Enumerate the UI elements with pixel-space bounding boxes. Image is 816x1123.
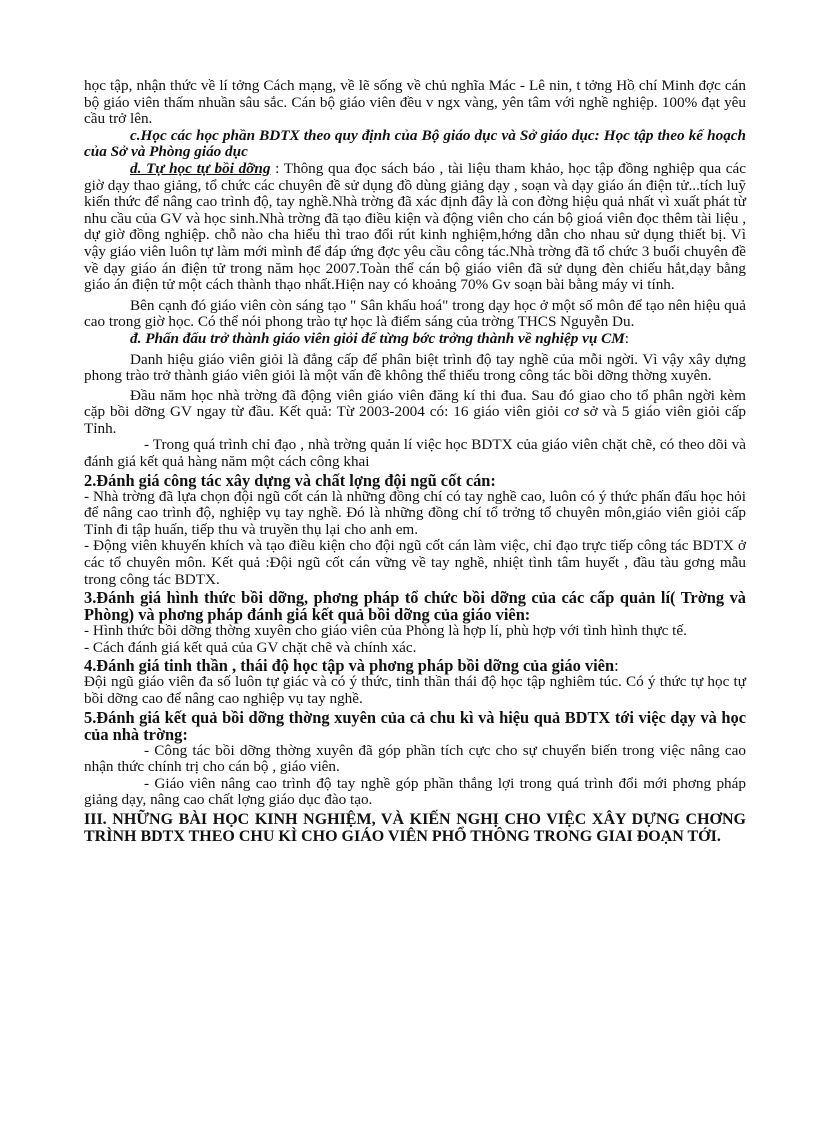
heading-d2-text: đ. Phấn đấu trở thành giáo viên giỏi để từng bớc trởng thành về nghiệp vụ CM <box>130 329 625 347</box>
paragraph-management: - Trong quá trình chỉ đạo , nhà trờng quản lí việc học BDTX của giáo viên chặt chẽ, có theo dõi và đánh giá kết quả hàng năm một cách công khai <box>84 436 746 471</box>
heading-section-4-colon: : <box>614 656 619 676</box>
paragraph-intro: học tập, nhận thức về lí tởng Cách mạng, về lẽ sống về chủ nghĩa Mác - Lê nin, t tởng Hồ chí Minh đợc cán bộ giáo viên thấm nhuần sâu sắc. Cán bộ giáo viên đều v ngx vàng, yên tâm với nghề nghiệp. 100% đạt yêu cầu trở lên. <box>84 77 746 128</box>
heading-c: c.Học các học phần BDTX theo quy định của Bộ giáo dục và Sở giáo dục: Học tập theo kế hoạch của Sở và Phòng giáo dục <box>84 126 746 161</box>
paragraph-good-teacher: Danh hiệu giáo viên giỏi là đẳng cấp để phân biệt trình độ tay nghề của mỗi ngời. Vì vậy xây dựng phong trào trở thành giáo viên giỏi là một vấn đề không thể thiếu trong công tác bồi dỡng thờng xuyên. <box>84 350 746 385</box>
paragraph-start-year: Đầu năm học nhà trờng đã động viên giáo viên đăng kí thi đua. Sau đó giao cho tổ phân ngời kèm cặp bồi dỡng GV ngay từ đầu. Kết quả: Từ 2003-2004 có: 16 giáo viên giỏi cơ sở và 5 giáo viên giỏi cấp Tỉnh. <box>84 386 746 437</box>
heading-d2-colon: : <box>624 329 629 347</box>
heading-section-3: 3.Đánh giá hình thức bồi dỡng, phơng pháp tổ chức bồi dỡng của các cấp quản lí( Trờng và Phòng) và phơng pháp đánh giá kết quả bồi dỡng của giáo viên: <box>84 588 746 625</box>
self-study-body: : Thông qua đọc sách báo , tài liệu tham khảo, học tập đồng nghiệp qua các giờ dạy thao giảng, tổ chức các chuyên đề sử dụng đồ dùng giảng dạy , soạn và dạy giáo án điện tử...tích luỹ kiến thức để nâng cao trình độ, tay nghề.Nhà trờng đã xác định đây là con đờng hiệu quả nhất vì xuất phát từ nhu cầu của GV và học sinh.Nhà trờng đã tạo điều kiện và động viên cho cán bộ gioá viên đọc thêm tài liệu , dự giờ đồng nghiệp. chỗ nào cha hiểu thì trao đổi rút kinh nghiệm,hớng dẫn cho nhau sử dụng thiết bị. Vì vậy giáo viên luôn tự làm mới mình để đáp ứng đợc yêu cầu công tác.Nhà trờng đã tổ chức 3 buổi chuyên đề về dạy giáo án điện tử trong năm học 2007.Toàn thể cán bộ giáo viên đã sử dụng đèn chiếu hắt,dạy bằng giáo án điện tử một cách thành thạo nhất.Hiện nay có khoảng 70% Gv soạn bài bằng máy vi tính. <box>84 159 746 294</box>
heading-section-5: 5.Đánh giá kết quả bồi dỡng thờng xuyên của cả chu kì và hiệu quả BDTX tới việc dạy và học của nhà trờng: <box>84 707 746 744</box>
paragraph-core-staff: - Nhà trờng đã lựa chọn đội ngũ cốt cán là những đồng chí có tay nghề cao, luôn có ý thức phấn đấu học hỏi để nâng cao trình độ, nghiệp vụ tay nghề. Đó là những đồng chí tổ trởng tổ chuyên môn,giáo viên giỏi cấp Tỉnh đi tập huấn, tiếp thu và truyền thụ lại cho anh em. <box>84 487 746 538</box>
heading-section-4 <box>84 657 746 674</box>
paragraph-form: - Hình thức bồi dỡng thờng xuyên cho giáo viên của Phòng là hợp lí, phù hợp với tình hình thực tế. <box>84 622 687 640</box>
heading-section-4-text: 4.Đánh giá tinh thần , thái độ học tập và phơng pháp bồi dỡng của giáo viên <box>84 656 615 676</box>
paragraph-creativity: Bên cạnh đó giáo viên còn sáng tạo " Sân khấu hoá" trong dạy học ở một số môn để tạo nên hiệu quả cao trong giờ học. Có thể nói phong trào tự học là điểm sáng của trờng THCS Nguyễn Du. <box>84 296 746 331</box>
paragraph-contribution: - Công tác bồi dỡng thờng xuyên đã góp phần tích cực cho sự chuyển biến trong việc nâng cao nhận thức chính trị cho cán bộ , giáo viên. <box>84 741 746 776</box>
heading-section-III: III. NHỮNG BÀI HỌC KINH NGHIỆM, VÀ KIẾN NGHỊ CHO VIỆC XÂY DỰNG CHƠNG TRÌNH BDTX THEO CHU KÌ CHO GIÁO VIÊN PHỔ THÔNG TRONG GIAI ĐOẠN TỚI. <box>84 810 746 845</box>
paragraph-self-study <box>84 161 746 294</box>
document-page <box>84 78 746 845</box>
heading-d: d. Tự học tự bồi dỡng <box>130 159 271 177</box>
paragraph-encourage: - Động viên khuyến khích và tạo điều kiện cho đội ngũ cốt cán làm việc, chỉ đạo trực tiếp công tác BDTX ở các tổ chuyên môn. Kết quả :Đội ngũ cốt cán vững về tay nghề, nhiệt tình tâm huyết , đầu tàu gơng mẫu trong công tác BDTX. <box>84 537 746 588</box>
heading-section-2: 2.Đánh giá công tác xây dựng và chất lợng đội ngũ cốt cán: <box>84 470 496 490</box>
paragraph-skill: - Giáo viên nâng cao trình độ tay nghề góp phần thắng lợi trong quá trình đổi mới phơng pháp giảng dạy, nâng cao chất lợng giáo dục đào tạo. <box>84 774 746 809</box>
heading-d2 <box>84 331 746 348</box>
paragraph-staff-attitude: Đội ngũ giáo viên đa số luôn tự giác và có ý thức, tinh thần thái độ học tập nghiêm túc. Có ý thức tự học tự bồi dỡng cao để nâng cao nghiệp vụ tay nghề. <box>84 673 746 707</box>
paragraph-evaluation: - Cách đánh giá kết quả của GV chặt chẽ và chính xác. <box>84 638 417 656</box>
